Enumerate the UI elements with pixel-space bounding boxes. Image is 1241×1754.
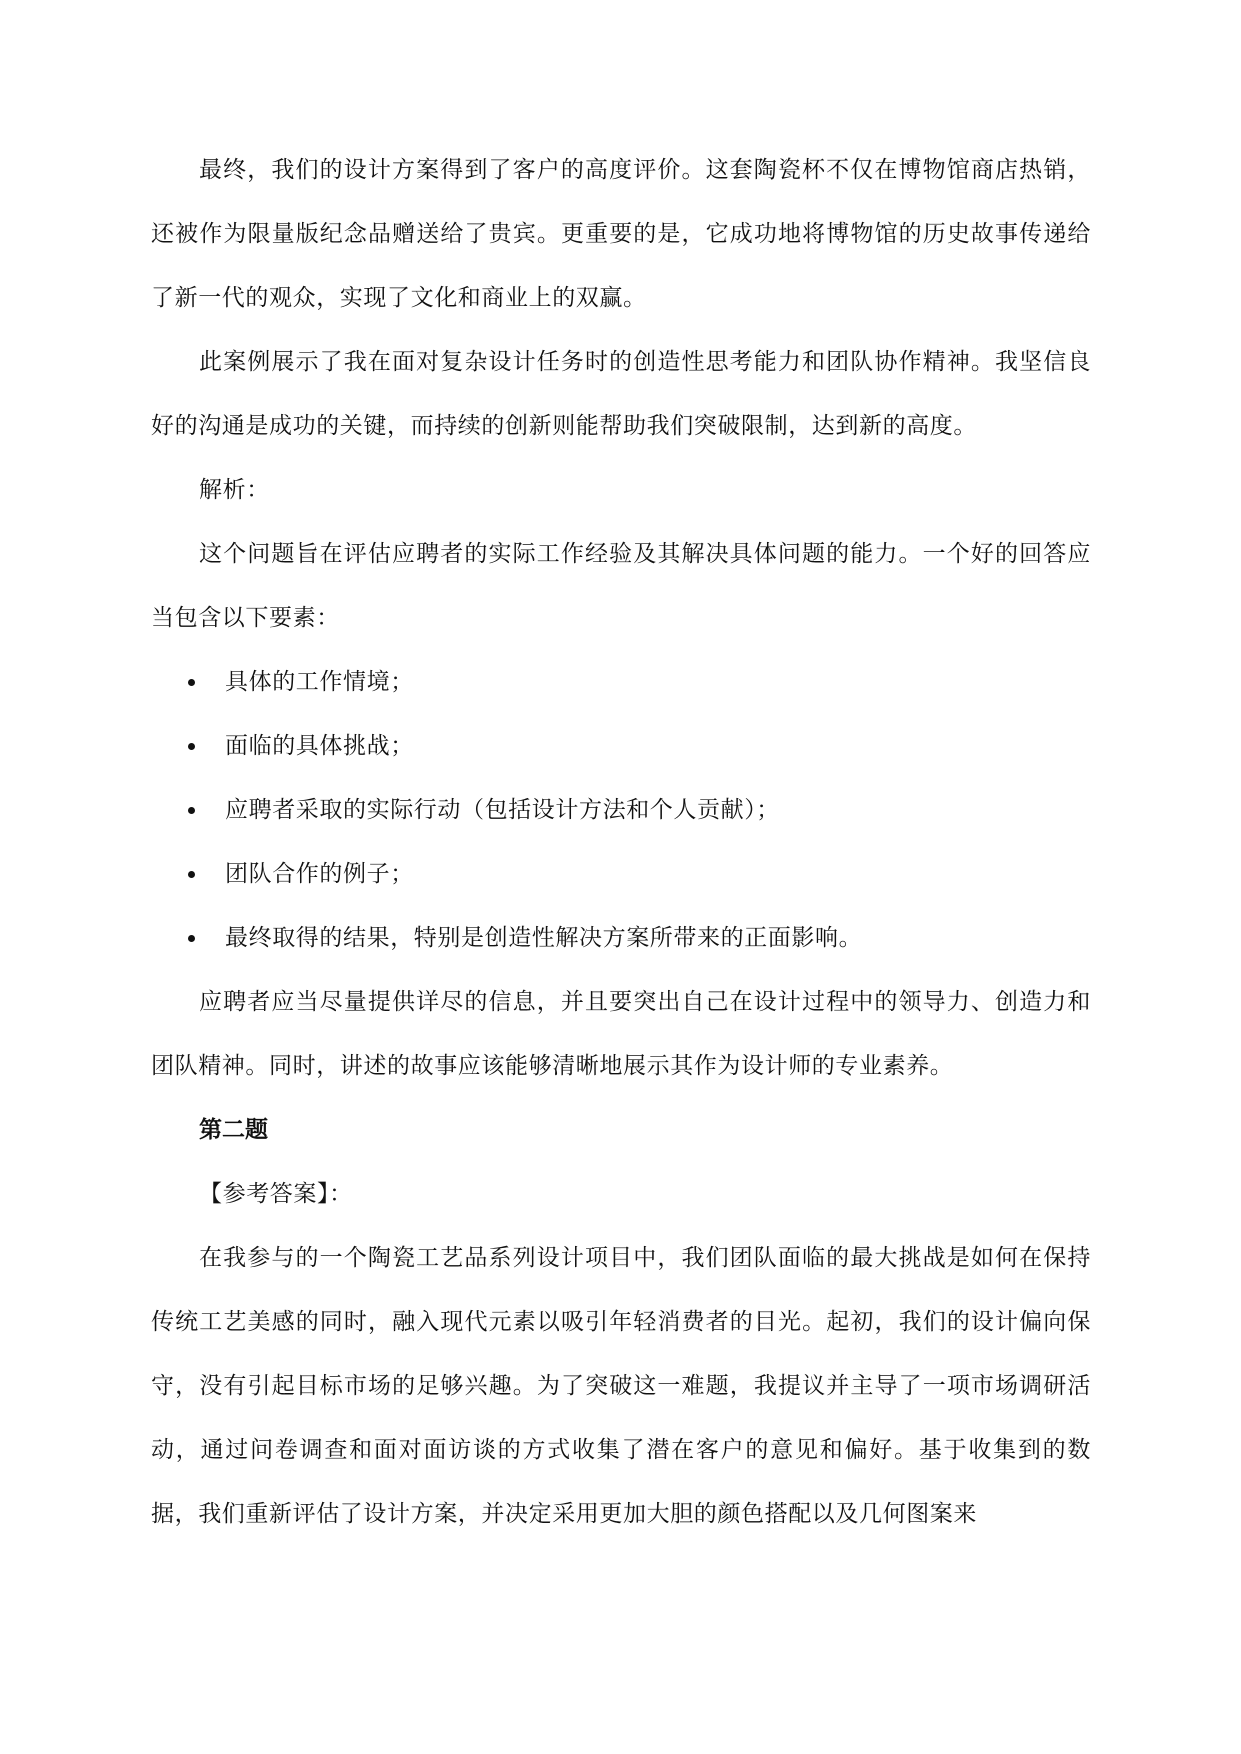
list-item: 面临的具体挑战； [151,714,1091,778]
answer-label: 【参考答案】： [199,1181,353,1207]
section-heading: 第二题 [199,1117,268,1143]
list-item: 最终取得的结果，特别是创造性解决方案所带来的正面影响。 [151,906,1091,970]
bullet-icon [188,679,195,686]
bullet-icon [188,807,195,814]
list-item: 具体的工作情境； [151,650,1091,714]
bullet-icon [188,871,195,878]
paragraph-analysis: 这个问题旨在评估应聘者的实际工作经验及其解决具体问题的能力。一个好的回答应当包含以下要素： [151,541,1091,631]
list-item: 团队合作的例子； [151,842,1091,906]
bullet-icon [188,743,195,750]
paragraph-advice: 应聘者应当尽量提供详尽的信息，并且要突出自己在设计过程中的领导力、创造力和团队精神。同时，讲述的故事应该能够清晰地展示其作为设计师的专业素养。 [151,989,1091,1079]
requirements-list [151,650,1091,970]
paragraph-outcome: 最终，我们的设计方案得到了客户的高度评价。这套陶瓷杯不仅在博物馆商店热销，还被作为限量版纪念品赠送给了贵宾。更重要的是，它成功地将博物馆的历史故事传递给了新一代的观众，实现了文化和商业上的双赢。 [151,157,1091,311]
list-item: 应聘者采取的实际行动（包括设计方法和个人贡献）； [151,778,1091,842]
bullet-icon [188,935,195,942]
paragraph-case-summary: 此案例展示了我在面对复杂设计任务时的创造性思考能力和团队协作精神。我坚信良好的沟通是成功的关键，而持续的创新则能帮助我们突破限制，达到新的高度。 [151,349,1091,439]
document-page [151,138,1091,1546]
paragraph-analysis-label: 解析： [199,477,270,503]
paragraph-answer: 在我参与的一个陶瓷工艺品系列设计项目中，我们团队面临的最大挑战是如何在保持传统工艺美感的同时，融入现代元素以吸引年轻消费者的目光。起初，我们的设计偏向保守，没有引起目标市场的足够兴趣。为了突破这一难题，我提议并主导了一项市场调研活动，通过问卷调查和面对面访谈的方式收集了潜在客户的意见和偏好。基于收集到的数据，我们重新评估了设计方案，并决定采用更加大胆的颜色搭配以及几何图案来 [151,1245,1091,1527]
